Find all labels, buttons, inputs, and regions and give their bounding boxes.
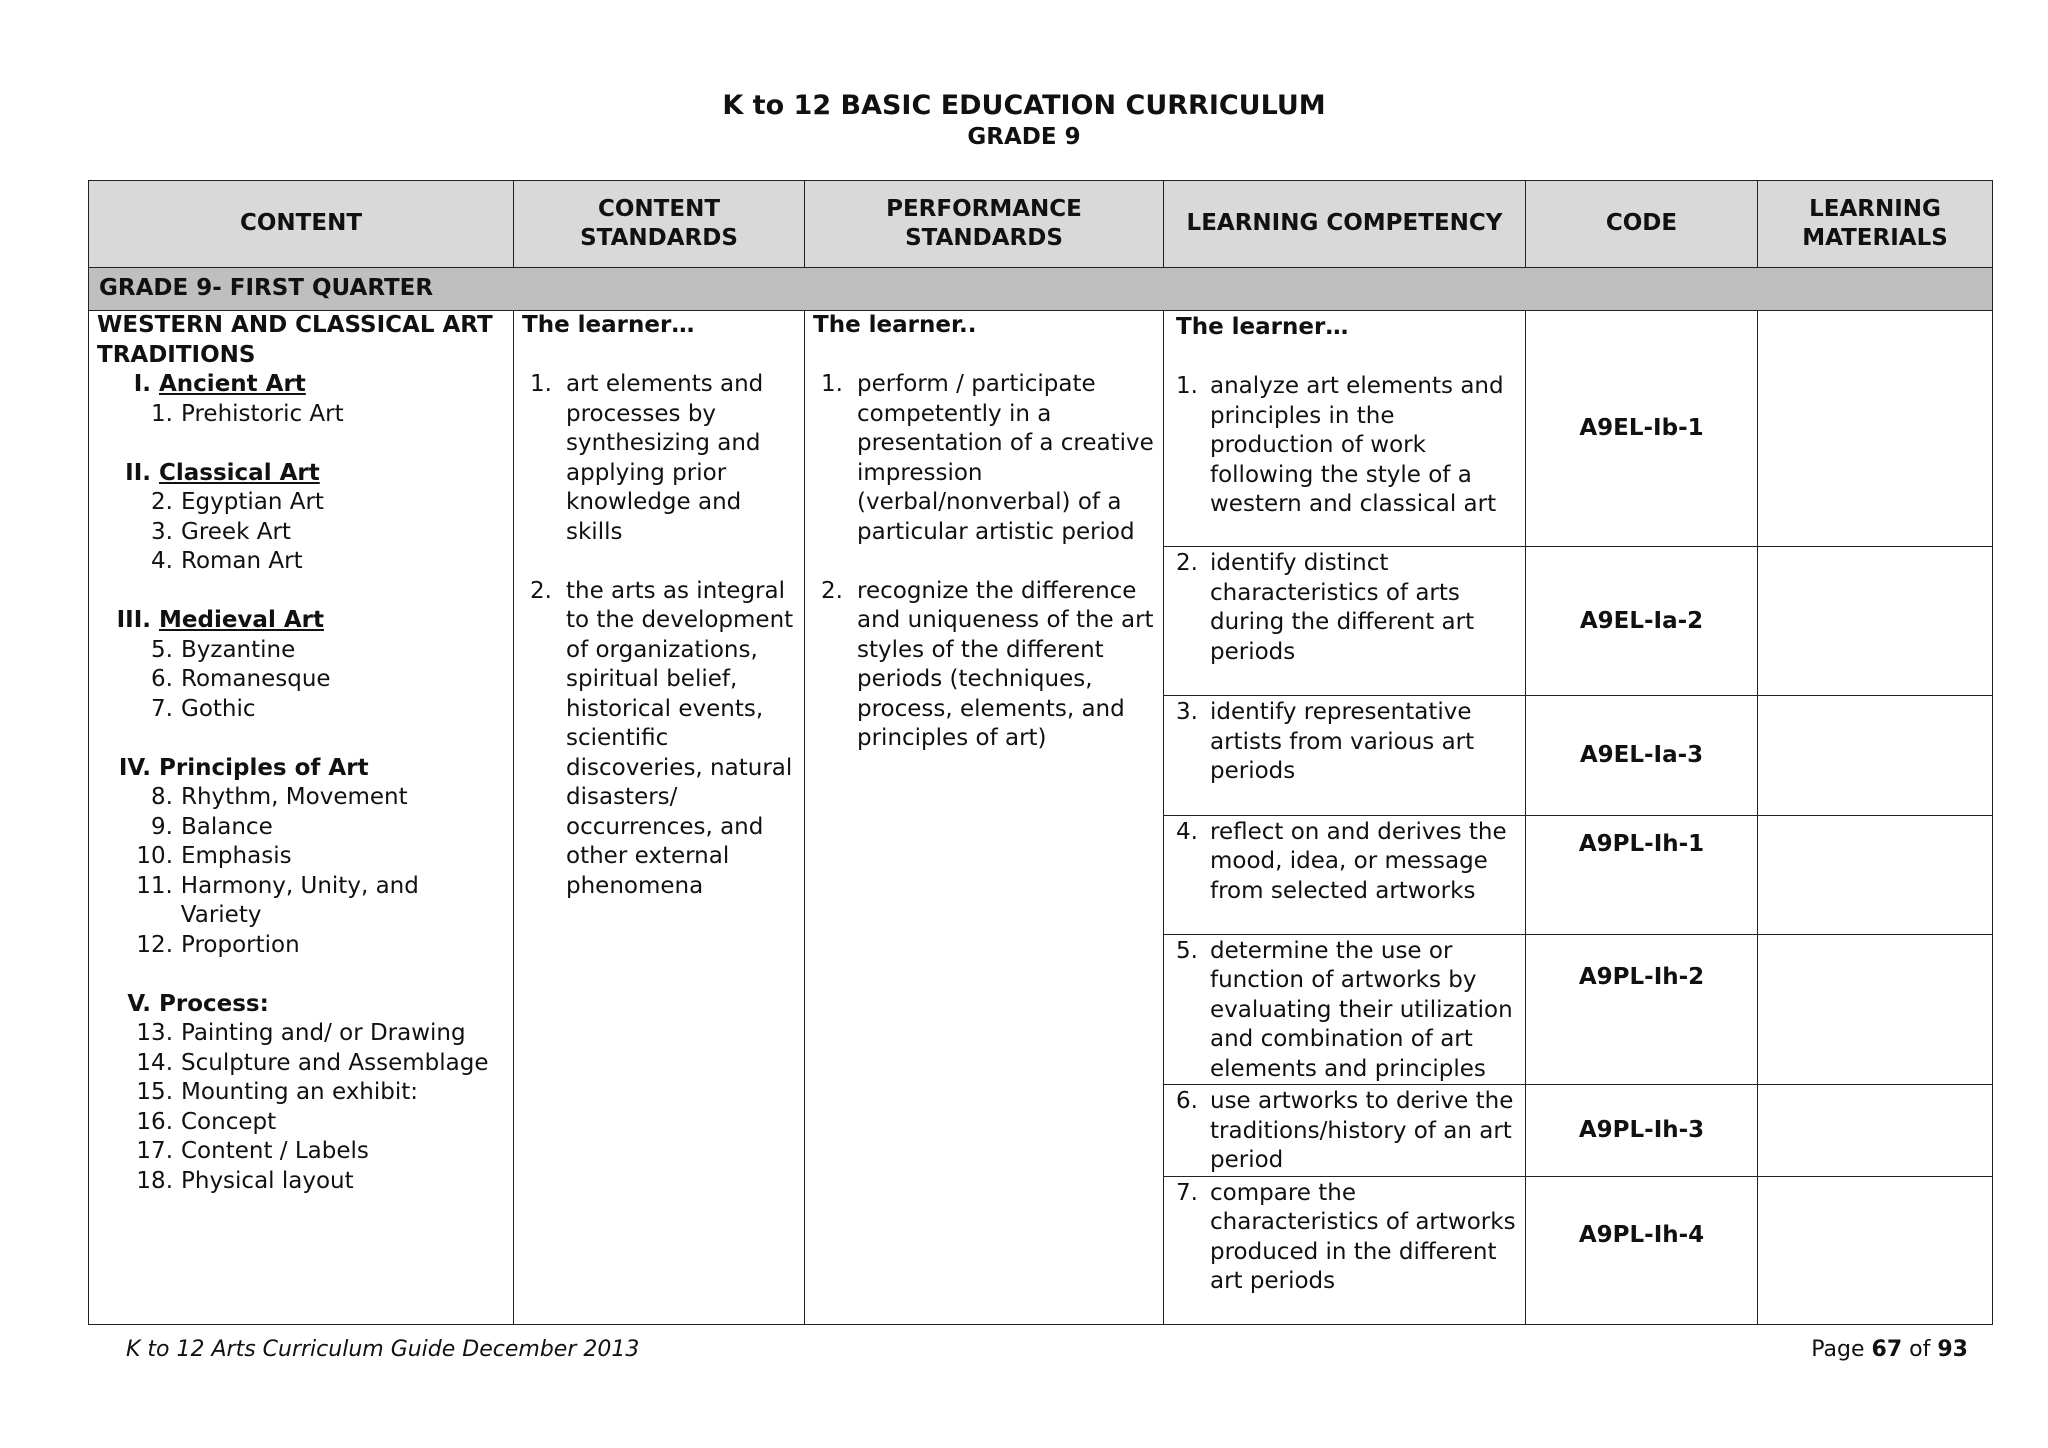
section-title: Classical Art [159,459,320,486]
code-cell: A9EL-Ib-1 [1526,311,1758,547]
list-item: 1. perform / participate competently in a presentation of a creative impression (verbal/nonverbal) of a particular artistic period [821,371,1154,545]
list-item: 2. the arts as integral to the development of organizations, spiritual belief, historical events, scientific discoveries, natural disasters/ occurrences, and other external phenomena [530,577,794,899]
list-item: 1. analyze art elements and principles in the production of work following the style of a western and classical art [1176,373,1504,518]
learning-materials-cell [1758,1176,1993,1324]
content-section-1: I. Ancient Art 1. Prehistoric Art [97,370,505,429]
section-title: Medieval Art [159,607,324,634]
competency-cell: 6. use artworks to derive the traditions/history of an art period [1164,1085,1526,1177]
list-item: 1. art elements and processes by synthesizing and applying prior knowledge and skills [530,371,764,545]
content-standards-cell [514,311,805,1325]
list-item: 13. Painting and/ or Drawing [136,1020,466,1047]
code-cell: A9EL-Ia-3 [1526,696,1758,815]
quarter-label: GRADE 9- FIRST QUARTER [89,268,1993,311]
competency-lead: The learner… [1176,314,1349,341]
content-section-5: V. Process: 13. Painting and/ or Drawing 14. Sculpture and Assemblage 15. Mounting an exhibit: 16. Concept 17. Content / Labels 18. Physical layout [97,990,505,1197]
code-cell: A9PL-Ih-4 [1526,1176,1758,1324]
table-header-row [89,181,1993,268]
section-title: Principles of Art [159,754,369,781]
list-item: 6. Romanesque [151,666,331,693]
content-standards-lead: The learner… [522,312,695,339]
list-item: 2. recognize the difference and uniqueness of the art styles of the different periods (techniques, process, elements, and principles of art) [821,577,1154,752]
content-section-4: IV. Principles of Art 8. Rhythm, Movement 9. Balance 10. Emphasis 11. Harmony, Unity, and Variety 12. Proportion [97,754,505,961]
code-cell: A9EL-Ia-2 [1526,547,1758,696]
table-row [89,311,1993,547]
list-item: 9. Balance [151,813,273,840]
competency-cell: 3. identify representative artists from various art periods [1164,696,1526,815]
competency-cell: 7. compare the characteristics of artworks produced in the different art periods [1164,1176,1526,1324]
page-title: K to 12 BASIC EDUCATION CURRICULUM [722,90,1326,121]
competency-cell: 5. determine the use or function of artworks by evaluating their utilization and combination of art elements and principles [1164,934,1526,1085]
list-item: 4. Roman Art [151,548,303,575]
list-item: 1. Prehistoric Art [151,400,344,427]
curriculum-table [88,180,1993,1325]
competency-cell: 4. reflect on and derives the mood, idea, or message from selected artworks [1164,815,1526,934]
content-heading: WESTERN AND CLASSICAL ART TRADITIONS [97,312,493,368]
column-header-performance-standards: PERFORMANCE STANDARDS [805,181,1164,268]
list-item: 8. Rhythm, Movement [151,784,408,811]
section-title: Process: [159,990,269,1017]
column-header-content: CONTENT [89,181,514,268]
content-section-2: II. Classical Art 2. Egyptian Art 3. Greek Art 4. Roman Art [97,459,505,577]
section-title: Ancient Art [159,371,306,398]
code-cell: A9PL-Ih-3 [1526,1085,1758,1177]
page-subtitle: GRADE 9 [967,124,1081,150]
list-item: 12. Proportion [136,931,300,958]
list-item: 7. Gothic [151,695,256,722]
list-item: 14. Sculpture and Assemblage [136,1049,489,1076]
code-cell: A9PL-Ih-1 [1526,815,1758,934]
list-item: 2. Egyptian Art [151,489,324,516]
performance-standards-lead: The learner.. [813,312,977,339]
list-item: 17. Content / Labels [136,1138,369,1165]
performance-standards-cell [805,311,1164,1325]
learning-materials-cell [1758,696,1993,815]
competency-cell: 2. identify distinct characteristics of arts during the different art periods [1164,547,1526,696]
learning-materials-cell [1758,815,1993,934]
content-section-3: III. Medieval Art 5. Byzantine 6. Romanesque 7. Gothic [97,606,505,724]
list-item: 10. Emphasis [136,843,292,870]
column-header-learning-competency: LEARNING COMPETENCY [1164,181,1526,268]
quarter-row [89,268,1993,311]
learning-materials-cell [1758,547,1993,696]
footer-guide-title: K to 12 Arts Curriculum Guide December 2013 [126,1337,640,1362]
footer-page-number: Page 67 of 93 [1811,1337,1968,1362]
list-item: 15. Mounting an exhibit: [136,1079,419,1106]
content-cell [89,311,514,1325]
learning-materials-cell [1758,934,1993,1085]
column-header-code: CODE [1526,181,1758,268]
list-item: 5. Byzantine [151,636,296,663]
list-item: 16. Concept [136,1108,277,1135]
competency-cell [1164,311,1526,547]
code-cell: A9PL-Ih-2 [1526,934,1758,1085]
column-header-content-standards: CONTENT STANDARDS [514,181,805,268]
learning-materials-cell [1758,1085,1993,1177]
list-item: 18. Physical layout [136,1167,354,1194]
learning-materials-cell [1758,311,1993,547]
list-item: 3. Greek Art [151,518,291,545]
list-item: 11. Harmony, Unity, and Variety [136,872,419,929]
column-header-learning-materials: LEARNING MATERIALS [1758,181,1993,268]
